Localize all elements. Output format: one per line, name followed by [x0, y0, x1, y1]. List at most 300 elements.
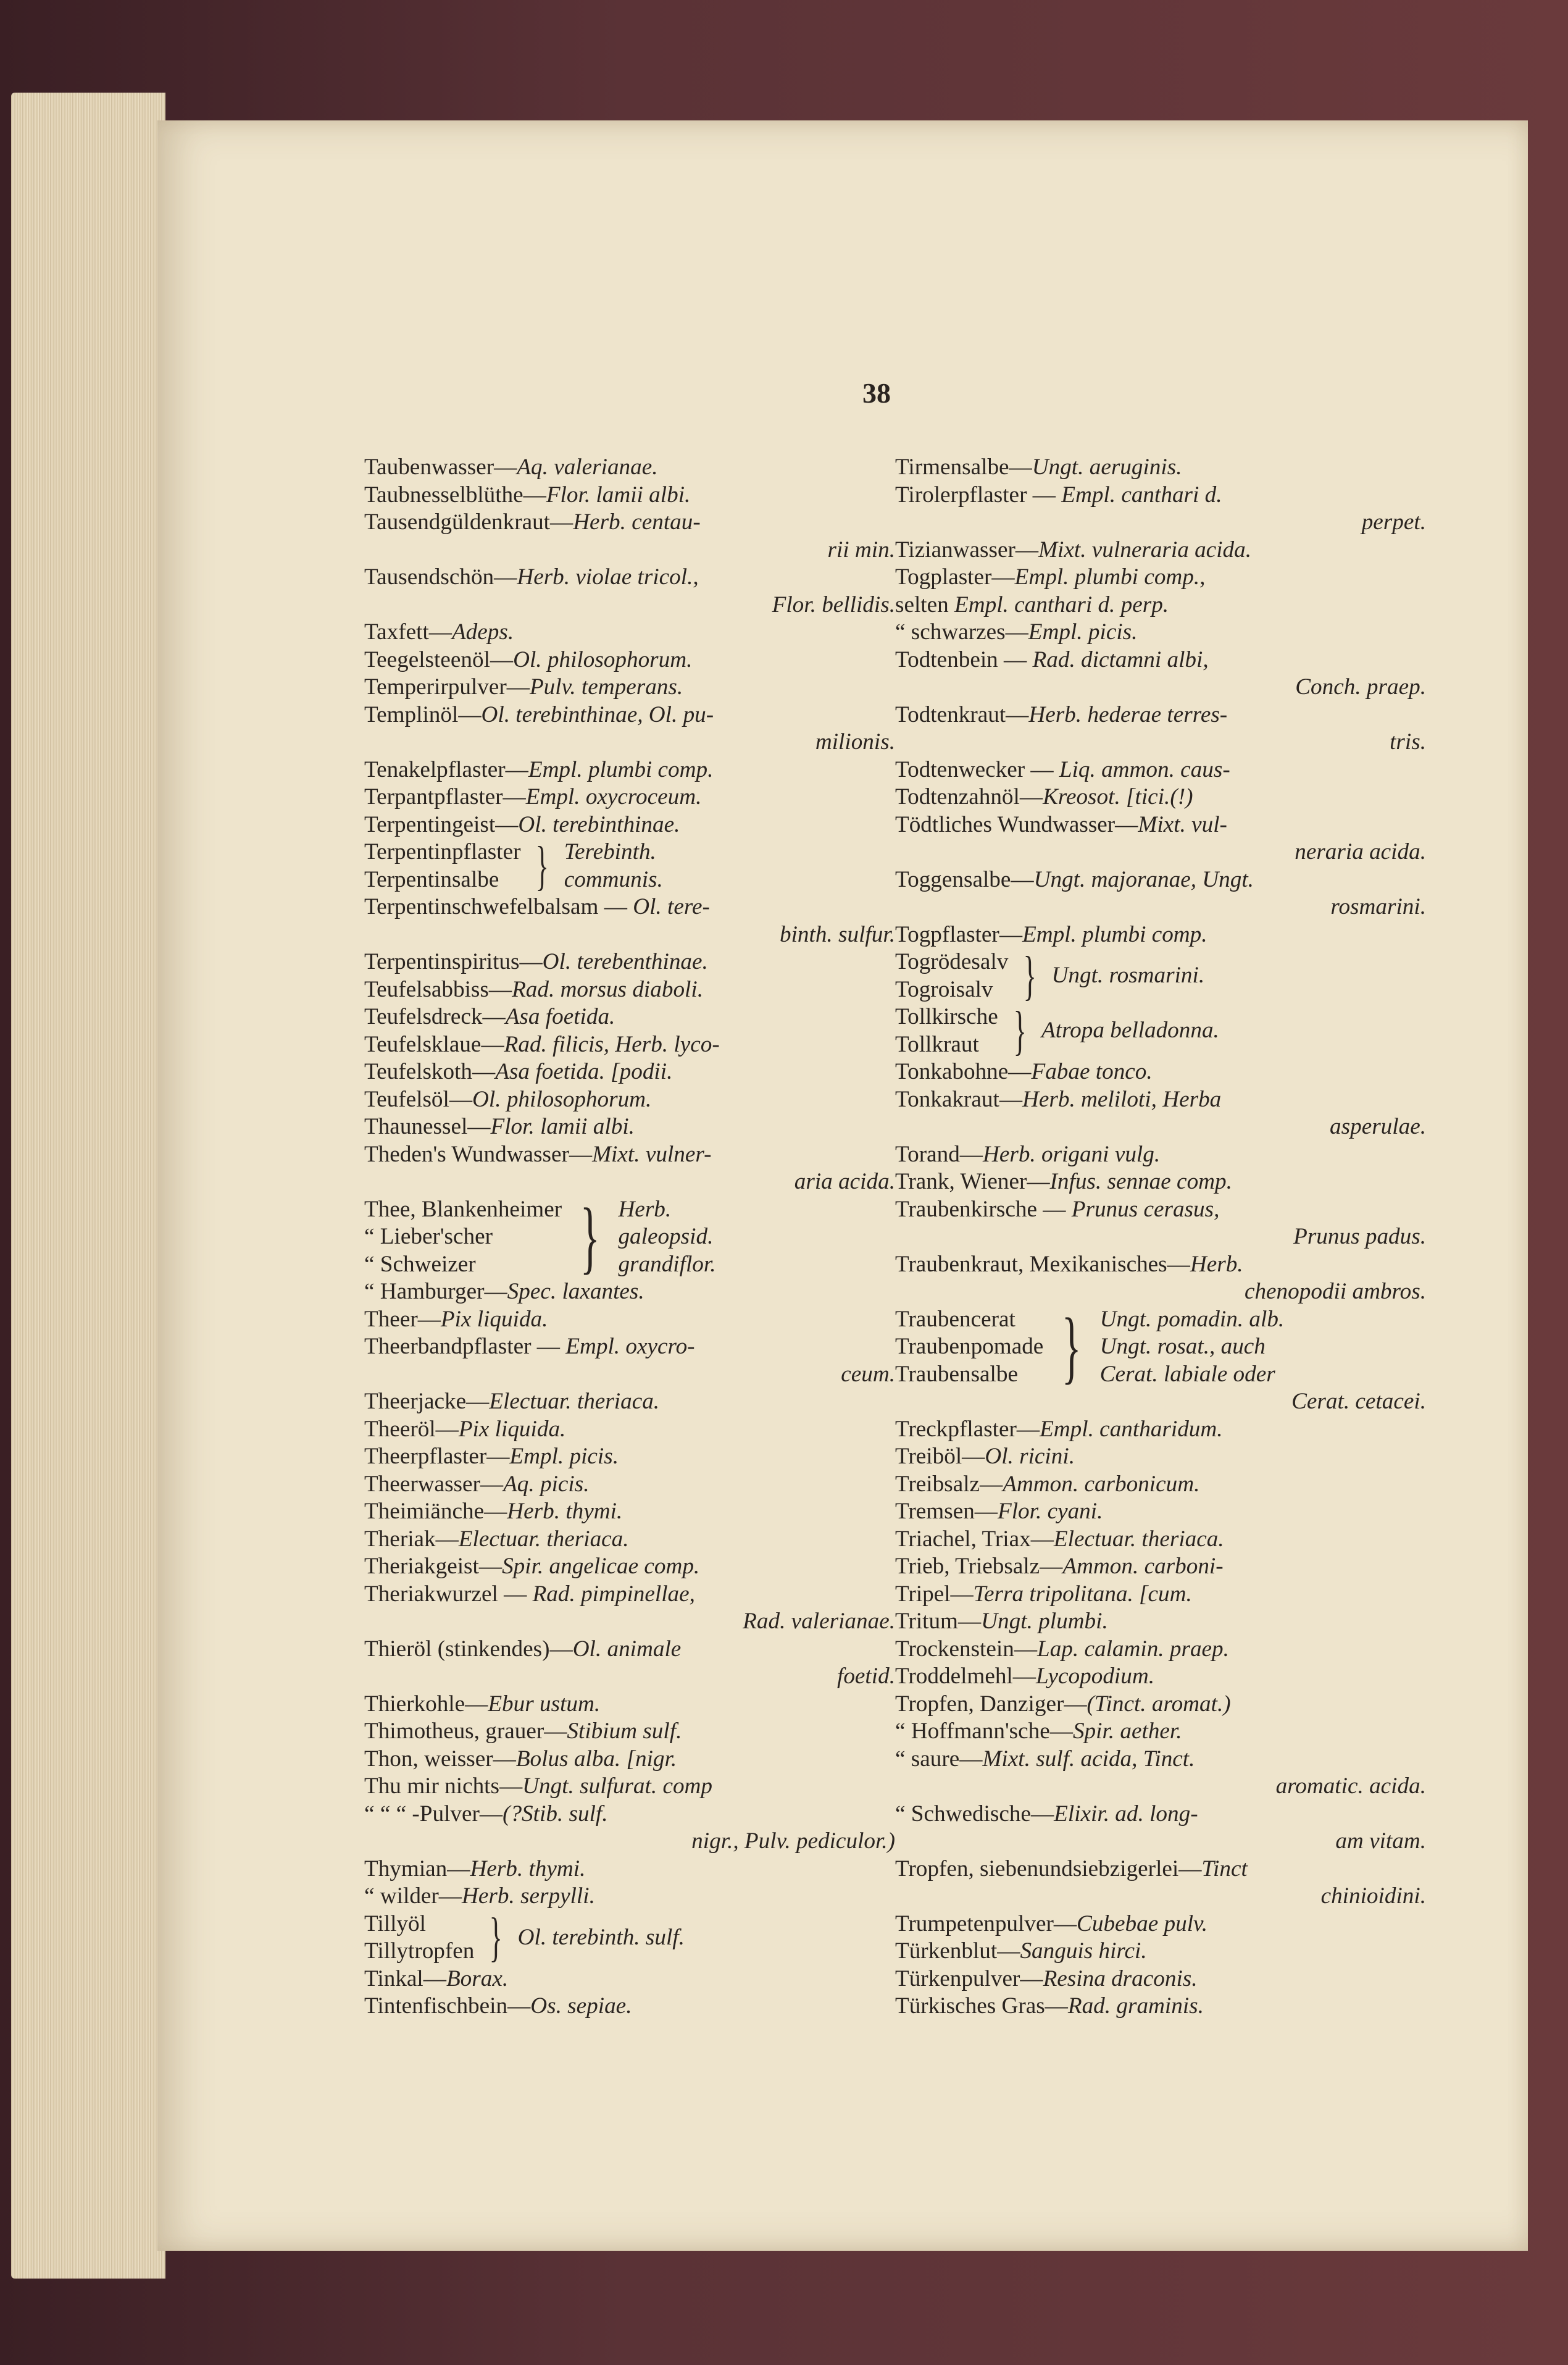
entry-headword: Taubnesselblüthe— [364, 482, 546, 508]
entry-headword: Tropfen, Danziger— [895, 1691, 1087, 1717]
dictionary-entry [895, 1141, 1426, 1169]
entry-reference: Ungt. sulfurat. comp [522, 1773, 712, 1799]
entry-headword: Trockenstein— [895, 1636, 1038, 1662]
entry-reference: Mixt. vul- [1138, 811, 1227, 837]
entry-reference: Empl. picis. [1028, 619, 1138, 645]
entry-headword: Traubenkirsche — [895, 1196, 1072, 1222]
dictionary-entry [895, 1965, 1426, 1993]
entry-headword: Theriak— [364, 1526, 459, 1552]
entry-reference: ceum. [841, 1361, 895, 1387]
dictionary-entry [895, 619, 1426, 647]
entry-reference: Lycopodium. [1035, 1664, 1155, 1689]
dictionary-entry [895, 564, 1426, 592]
dictionary-entry [364, 1388, 895, 1416]
entry-headword: Tillyöl [364, 1911, 426, 1936]
entry-headword: Theerbandpflaster — [364, 1334, 566, 1359]
entry-headword: Torand— [895, 1141, 983, 1167]
entry-reference: Prunus cerasus, [1071, 1196, 1220, 1222]
entry-reference: Mixt. vulner- [592, 1141, 712, 1167]
entry-reference: Os. sepiae. [530, 1993, 632, 2019]
dictionary-entry [364, 1278, 895, 1306]
entry-continuation [895, 1828, 1426, 1856]
entry-headword: Teufelskoth— [364, 1059, 496, 1084]
entry-continuation [895, 674, 1426, 701]
entry-continuation [364, 921, 895, 949]
entry-reference: Pix liquida. [458, 1416, 566, 1442]
entry-reference: galeopsid. [618, 1224, 714, 1249]
dictionary-entry [364, 756, 895, 784]
dictionary-entry [895, 1938, 1426, 1965]
entry-reference: Electuar. theriaca. [458, 1526, 629, 1552]
dictionary-entry [895, 1443, 1426, 1471]
dictionary-entry [895, 1498, 1426, 1526]
dictionary-entry [364, 976, 895, 1004]
entry-reference: Sanguis hirci. [1020, 1938, 1147, 1964]
dictionary-entry [895, 1608, 1426, 1636]
entry-headword: Tonkakraut— [895, 1086, 1023, 1112]
entry-reference: Empl. plumbi comp. [528, 756, 714, 782]
dictionary-entry [364, 619, 895, 647]
entry-reference: Herb. origani vulg. [982, 1141, 1161, 1167]
dictionary-entry [364, 1443, 895, 1471]
entry-headword: Toggensalbe— [895, 866, 1034, 892]
entry-reference: Cerat. cetacei. [1291, 1389, 1426, 1414]
entry-headword: Todtenbein — [895, 647, 1033, 672]
entry-reference: Mixt. sulf. acida, Tinct. [982, 1746, 1195, 1772]
dictionary-entry [895, 784, 1426, 811]
entry-reference: Herb. thymi. [470, 1856, 586, 1882]
entry-reference: aromatic. acida. [1275, 1773, 1426, 1799]
entry-reference: milionis. [815, 729, 895, 755]
entry-reference: Ungt. majoranae, Ungt. [1033, 866, 1254, 892]
dictionary-entry [364, 1581, 895, 1609]
entry-headword: Thieröl (stinkendes)— [364, 1636, 573, 1662]
entry-headword: Teegelsteenöl— [364, 647, 514, 672]
entry-headword: Türkenpulver— [895, 1965, 1043, 1991]
entry-reference: Herb. hederae terres- [1028, 701, 1228, 727]
dictionary-entry [364, 1773, 895, 1801]
entry-reference: Rad. pimpinellae, [532, 1581, 695, 1607]
entry-reference: aria acida. [794, 1169, 895, 1194]
dictionary-entry [364, 1031, 895, 1059]
entry-headword: “ “ “ -Pulver— [364, 1801, 503, 1827]
dictionary-entry [364, 701, 895, 729]
brace-icon: } [1013, 1000, 1027, 1061]
dictionary-entry [895, 1801, 1426, 1828]
entry-headword: Tausendschön— [364, 564, 517, 590]
entry-reference: Spec. laxantes. [507, 1279, 644, 1304]
entry-reference: Terebinth. [564, 839, 656, 864]
entry-continuation [895, 1113, 1426, 1141]
dictionary-entry [364, 1883, 895, 1911]
entry-headword: Tollkirsche [895, 1004, 998, 1029]
entry-reference: Ammon. carboni- [1062, 1554, 1224, 1579]
entry-headword: Theer— [364, 1306, 441, 1332]
entry-reference: Empl. plumbi comp. [1022, 921, 1207, 947]
entry-continuation [895, 509, 1426, 537]
dictionary-entry [895, 866, 1426, 894]
entry-headword: Tripel— [895, 1581, 974, 1607]
entry-reference: Herb. violae tricol., [517, 564, 699, 590]
dictionary-entry [895, 1993, 1426, 2020]
page-edges [11, 93, 165, 2279]
dictionary-entry [364, 509, 895, 537]
entry-reference: Kreosot. [tici.(!) [1043, 784, 1193, 810]
entry-reference: Cubebae pulv. [1077, 1911, 1208, 1936]
entry-headword: Todtenwecker — [895, 756, 1059, 782]
entry-reference: binth. sulfur. [779, 921, 895, 947]
entry-reference: chinioidini. [1320, 1883, 1426, 1909]
dictionary-entry [364, 1801, 895, 1828]
entry-headword: “ Hoffmann'sche— [895, 1718, 1073, 1744]
entry-headword: Traubenkraut, Mexikanisches— [895, 1251, 1190, 1277]
entry-headword: Theerwasser— [364, 1471, 504, 1497]
entry-headword: Theimiänche— [364, 1499, 507, 1524]
entry-reference: Ungt. aeruginis. [1032, 454, 1182, 480]
dictionary-entry [895, 1746, 1426, 1773]
dictionary-entry [364, 1553, 895, 1581]
entry-reference: Liq. ammon. caus- [1059, 756, 1230, 782]
entry-headword: Teufelsabbiss— [364, 976, 512, 1002]
entry-continuation [364, 1361, 895, 1389]
entry-headword: Todtenzahnöl— [895, 784, 1043, 810]
dictionary-entry [895, 1553, 1426, 1581]
dictionary-entry [364, 1498, 895, 1526]
entry-reference: am vitam. [1335, 1828, 1426, 1854]
entry-headword: Tirmensalbe— [895, 454, 1032, 480]
brace-icon: } [1023, 945, 1036, 1006]
entry-headword: Togroisalv [895, 976, 993, 1002]
dictionary-entry [895, 454, 1426, 482]
entry-continuation [364, 1828, 895, 1856]
entry-reference: Lap. calamin. praep. [1037, 1636, 1229, 1662]
entry-reference: Ammon. carbonicum. [1003, 1471, 1200, 1497]
dictionary-entry [895, 1718, 1426, 1746]
entry-group [895, 1000, 1426, 1061]
entry-reference: Elixir. ad. long- [1054, 1801, 1198, 1827]
dictionary-entry [895, 1663, 1426, 1691]
entry-continuation [364, 729, 895, 756]
entry-reference: Flor. lamii albi. [490, 1114, 635, 1139]
entry-reference: Resina draconis. [1043, 1965, 1198, 1991]
entry-reference: Herb. meliloti, Herba [1022, 1086, 1222, 1112]
entry-reference: rosmarini. [1330, 894, 1426, 919]
entry-headword: Traubenpomade [895, 1334, 1044, 1359]
entry-reference: Ungt. rosat., auch [1099, 1334, 1266, 1359]
entry-headword: Tizianwasser— [895, 537, 1039, 563]
dictionary-entry [895, 1196, 1426, 1224]
entry-reference: Ol. terebenthinae. [542, 949, 708, 974]
dictionary-entry [895, 1471, 1426, 1499]
entry-group [364, 835, 895, 896]
entry-continuation [895, 839, 1426, 866]
entry-headword: Traubencerat [895, 1306, 1015, 1332]
entry-headword: selten [895, 592, 955, 617]
entry-reference: Empl. canthari d. [1061, 482, 1222, 508]
entry-reference: Empl. picis. [509, 1444, 619, 1469]
entry-reference: Ol. ricini. [985, 1444, 1075, 1469]
entry-reference: Asa foetida. [podii. [495, 1059, 673, 1084]
entry-continuation [895, 1883, 1426, 1911]
entry-reference: Flor. cyani. [997, 1499, 1103, 1524]
entry-continuation [364, 537, 895, 564]
entry-reference: Cerat. labiale oder [1099, 1361, 1275, 1387]
dictionary-entry [895, 811, 1426, 839]
entry-continuation [364, 1663, 895, 1691]
dictionary-entry [364, 564, 895, 592]
dictionary-entry [364, 1003, 895, 1031]
entry-headword: Tirolerpflaster — [895, 482, 1062, 508]
entry-reference: Herb. centau- [573, 509, 701, 535]
entry-headword: Treckpflaster— [895, 1416, 1040, 1442]
entry-headword: “ wilder— [364, 1883, 462, 1909]
entry-reference: Ol. tere- [633, 894, 710, 919]
entry-headword: Thu mir nichts— [364, 1773, 523, 1799]
entry-headword: Terpentinspiritus— [364, 949, 543, 974]
entry-reference: asperulae. [1330, 1114, 1426, 1139]
entry-headword: Thymian— [364, 1856, 470, 1882]
dictionary-entry [364, 1333, 895, 1361]
entry-reference: Herb. thymi. [507, 1499, 623, 1524]
entry-reference: Empl. oxycro- [565, 1334, 695, 1359]
entry-reference: Electuar. theriaca. [489, 1389, 660, 1414]
entry-reference: Rad. filicis, Herb. lyco- [504, 1031, 720, 1057]
dictionary-entry [895, 1856, 1426, 1883]
entry-headword: Theriakgeist— [364, 1554, 503, 1579]
page-number: 38 [862, 377, 891, 409]
right-column [895, 454, 1426, 2020]
entry-reference: Atropa belladonna. [1041, 1018, 1219, 1044]
entry-headword: Treibsalz— [895, 1471, 1003, 1497]
entry-reference: Ol. animale [572, 1636, 682, 1662]
entry-headword: Türkenblut— [895, 1938, 1020, 1964]
entry-headword: Tonkabohne— [895, 1059, 1032, 1084]
entry-reference: Flor. lamii albi. [546, 482, 691, 508]
entry-headword: Togpflaster— [895, 921, 1023, 947]
dictionary-entry [895, 1251, 1426, 1279]
entry-reference: rii min. [827, 537, 895, 563]
entry-headword: Theeröl— [364, 1416, 459, 1442]
entry-reference: Rad. graminis. [1067, 1993, 1204, 2019]
entry-headword: Togplaster— [895, 564, 1015, 590]
entry-reference: Asa foetida. [505, 1004, 615, 1029]
entry-headword: Tödtliches Wundwasser— [895, 811, 1138, 837]
dictionary-entry [895, 1636, 1426, 1664]
entry-headword: Teufelsklaue— [364, 1031, 504, 1057]
dictionary-entry [895, 1416, 1426, 1444]
dictionary-entry [364, 1058, 895, 1086]
entry-reference: Mixt. vulneraria acida. [1038, 537, 1252, 563]
entry-headword: Troddelmehl— [895, 1664, 1036, 1689]
brace-icon: } [489, 1907, 503, 1967]
dictionary-entry [895, 482, 1426, 509]
entry-reference: Electuar. theriaca. [1053, 1526, 1224, 1552]
dictionary-entry [364, 1636, 895, 1664]
dictionary-entry [895, 1526, 1426, 1554]
entry-reference: tris. [1390, 729, 1426, 755]
dictionary-entry [364, 1965, 895, 1993]
dictionary-entry [364, 1306, 895, 1334]
dictionary-entry [364, 894, 895, 921]
dictionary-entry [895, 701, 1426, 729]
entry-reference: Ol. terebinthinae, Ol. pu- [481, 701, 714, 727]
entry-reference: chenopodii ambros. [1244, 1279, 1426, 1304]
entry-reference: Ol. philosophorum. [472, 1086, 652, 1112]
entry-headword: Tenakelpflaster— [364, 756, 528, 782]
entry-reference: Tinct [1201, 1856, 1248, 1882]
entry-continuation [364, 1168, 895, 1196]
dictionary-entry [364, 1856, 895, 1883]
entry-continuation [364, 1608, 895, 1636]
entry-headword: Tillytropfen [364, 1938, 475, 1964]
entry-reference: Ungt. pomadin. alb. [1099, 1306, 1285, 1332]
entry-headword: Tropfen, siebenundsiebzigerlei— [895, 1856, 1202, 1882]
dictionary-entry [364, 674, 895, 701]
entry-headword: Terpantpflaster— [364, 784, 526, 810]
dictionary-entry [895, 592, 1426, 619]
dictionary-entry [895, 1581, 1426, 1609]
entry-headword: “ Schweizer [364, 1251, 476, 1277]
entry-continuation [895, 894, 1426, 921]
dictionary-entry [895, 921, 1426, 949]
entry-reference: Ol. terebinth. sulf. [517, 1924, 685, 1950]
entry-reference: Aq. picis. [503, 1471, 590, 1497]
entry-headword: Tremsen— [895, 1499, 998, 1524]
entry-reference: Adeps. [451, 619, 514, 645]
entry-continuation [895, 1388, 1426, 1416]
entry-headword: Thierkohle— [364, 1691, 488, 1717]
entry-headword: Theriakwurzel — [364, 1581, 533, 1607]
entry-reference: neraria acida. [1295, 839, 1426, 864]
dictionary-entry [364, 1141, 895, 1169]
entry-continuation [364, 592, 895, 619]
entry-headword: “ schwarzes— [895, 619, 1028, 645]
entry-reference: Ungt. plumbi. [981, 1609, 1108, 1634]
entry-reference: Conch. praep. [1295, 674, 1426, 700]
entry-reference: foetid. [837, 1664, 895, 1689]
entry-headword: Terpentingeist— [364, 811, 519, 837]
entry-reference: grandiflor. [618, 1251, 716, 1277]
entry-headword: Theerjacke— [364, 1389, 490, 1414]
entry-reference: Spir. angelicae comp. [502, 1554, 700, 1579]
entry-group [364, 1191, 895, 1283]
dictionary-entry [364, 1471, 895, 1499]
entry-reference: Herb. [618, 1196, 672, 1222]
entry-headword: Türkisches Gras— [895, 1993, 1068, 2019]
entry-headword: Tausendgüldenkraut— [364, 509, 573, 535]
entry-reference: Bolus alba. [nigr. [515, 1746, 677, 1772]
dictionary-entry [364, 454, 895, 482]
dictionary-entry [364, 948, 895, 976]
entry-headword: “ Hamburger— [364, 1279, 507, 1304]
entry-reference: (Tinct. aromat.) [1086, 1691, 1231, 1717]
entry-group [895, 945, 1426, 1006]
entry-reference: Ol. philosophorum. [513, 647, 693, 672]
entry-reference: Empl. plumbi comp., [1014, 564, 1206, 590]
entry-reference: Rad. morsus diaboli. [512, 976, 703, 1002]
entry-headword: Tintenfischbein— [364, 1993, 531, 2019]
entry-headword: Terpentinschwefelbalsam — [364, 894, 633, 919]
entry-reference: Terra tripolitana. [cum. [973, 1581, 1192, 1607]
dictionary-entry [364, 1746, 895, 1773]
entry-headword: Taxfett— [364, 619, 452, 645]
entry-reference: (?Stib. sulf. [503, 1801, 608, 1827]
entry-headword: Thaunessel— [364, 1114, 491, 1139]
entry-headword: “ saure— [895, 1746, 983, 1772]
entry-headword: “ Schwedische— [895, 1801, 1054, 1827]
entry-headword: Todtenkraut— [895, 701, 1029, 727]
entry-continuation [895, 1278, 1426, 1306]
entry-reference: Infus. sennae comp. [1049, 1169, 1232, 1194]
entry-reference: perpet. [1361, 509, 1426, 535]
entry-reference: Aq. valerianae. [517, 454, 658, 480]
entry-headword: Templinöl— [364, 701, 482, 727]
brace-icon: } [536, 835, 549, 896]
dictionary-entry [364, 784, 895, 811]
entry-reference: Ungt. rosmarini. [1051, 963, 1205, 989]
entry-headword: Triachel, Triax— [895, 1526, 1054, 1552]
entry-headword: Thon, weisser— [364, 1746, 516, 1772]
entry-headword: “ Lieber'scher [364, 1224, 493, 1249]
entry-reference: Ol. terebinthinae. [518, 811, 680, 837]
entry-headword: Teufelsdreck— [364, 1004, 506, 1029]
dictionary-entry [364, 1113, 895, 1141]
entry-continuation [895, 1223, 1426, 1251]
entry-reference: Borax. [446, 1965, 509, 1991]
entry-headword: Trieb, Triebsalz— [895, 1554, 1063, 1579]
entry-reference: nigr., Pulv. pediculor.) [691, 1828, 895, 1854]
entry-headword: Terpentinpflaster [364, 839, 521, 864]
entry-headword: Togrödesalv [895, 949, 1009, 974]
entry-reference: Rad. valerianae. [743, 1609, 895, 1634]
brace-icon: } [580, 1191, 600, 1283]
dictionary-entry [895, 647, 1426, 674]
dictionary-entry [895, 1911, 1426, 1938]
entry-headword: Tritum— [895, 1609, 982, 1634]
dictionary-entry [364, 811, 895, 839]
entry-headword: Theden's Wundwasser— [364, 1141, 593, 1167]
entry-headword: Traubensalbe [895, 1361, 1018, 1387]
entry-reference: Fabae tonco. [1031, 1059, 1153, 1084]
entry-group [895, 1301, 1426, 1392]
dictionary-entry [895, 1691, 1426, 1718]
dictionary-entry [895, 1168, 1426, 1196]
entry-reference: Pulv. temperans. [529, 674, 683, 700]
dictionary-entry [895, 1086, 1426, 1114]
dictionary-entry [364, 1993, 895, 2020]
dictionary-entry [364, 1086, 895, 1114]
dictionary-entry [364, 1416, 895, 1444]
entry-reference: Pix liquida. [440, 1306, 548, 1332]
entry-reference: Rad. dictamni albi, [1032, 647, 1209, 672]
brace-icon: } [1062, 1301, 1082, 1392]
entry-headword: Trank, Wiener— [895, 1169, 1050, 1194]
dictionary-entry [895, 756, 1426, 784]
entry-headword: Temperirpulver— [364, 674, 530, 700]
entry-continuation [895, 1773, 1426, 1801]
entry-headword: Tinkal— [364, 1965, 446, 1991]
entry-headword: Taubenwasser— [364, 454, 517, 480]
left-column [364, 454, 895, 2020]
entry-reference: Herb. [1190, 1251, 1243, 1277]
entry-headword: Teufelsöl— [364, 1086, 473, 1112]
entry-continuation [895, 729, 1426, 756]
entry-headword: Thimotheus, grauer— [364, 1718, 567, 1744]
entry-reference: Flor. bellidis. [772, 592, 895, 617]
dictionary-entry [364, 647, 895, 674]
entry-headword: Treiböl— [895, 1444, 985, 1469]
entry-headword: Thee, Blankenheimer [364, 1196, 562, 1222]
